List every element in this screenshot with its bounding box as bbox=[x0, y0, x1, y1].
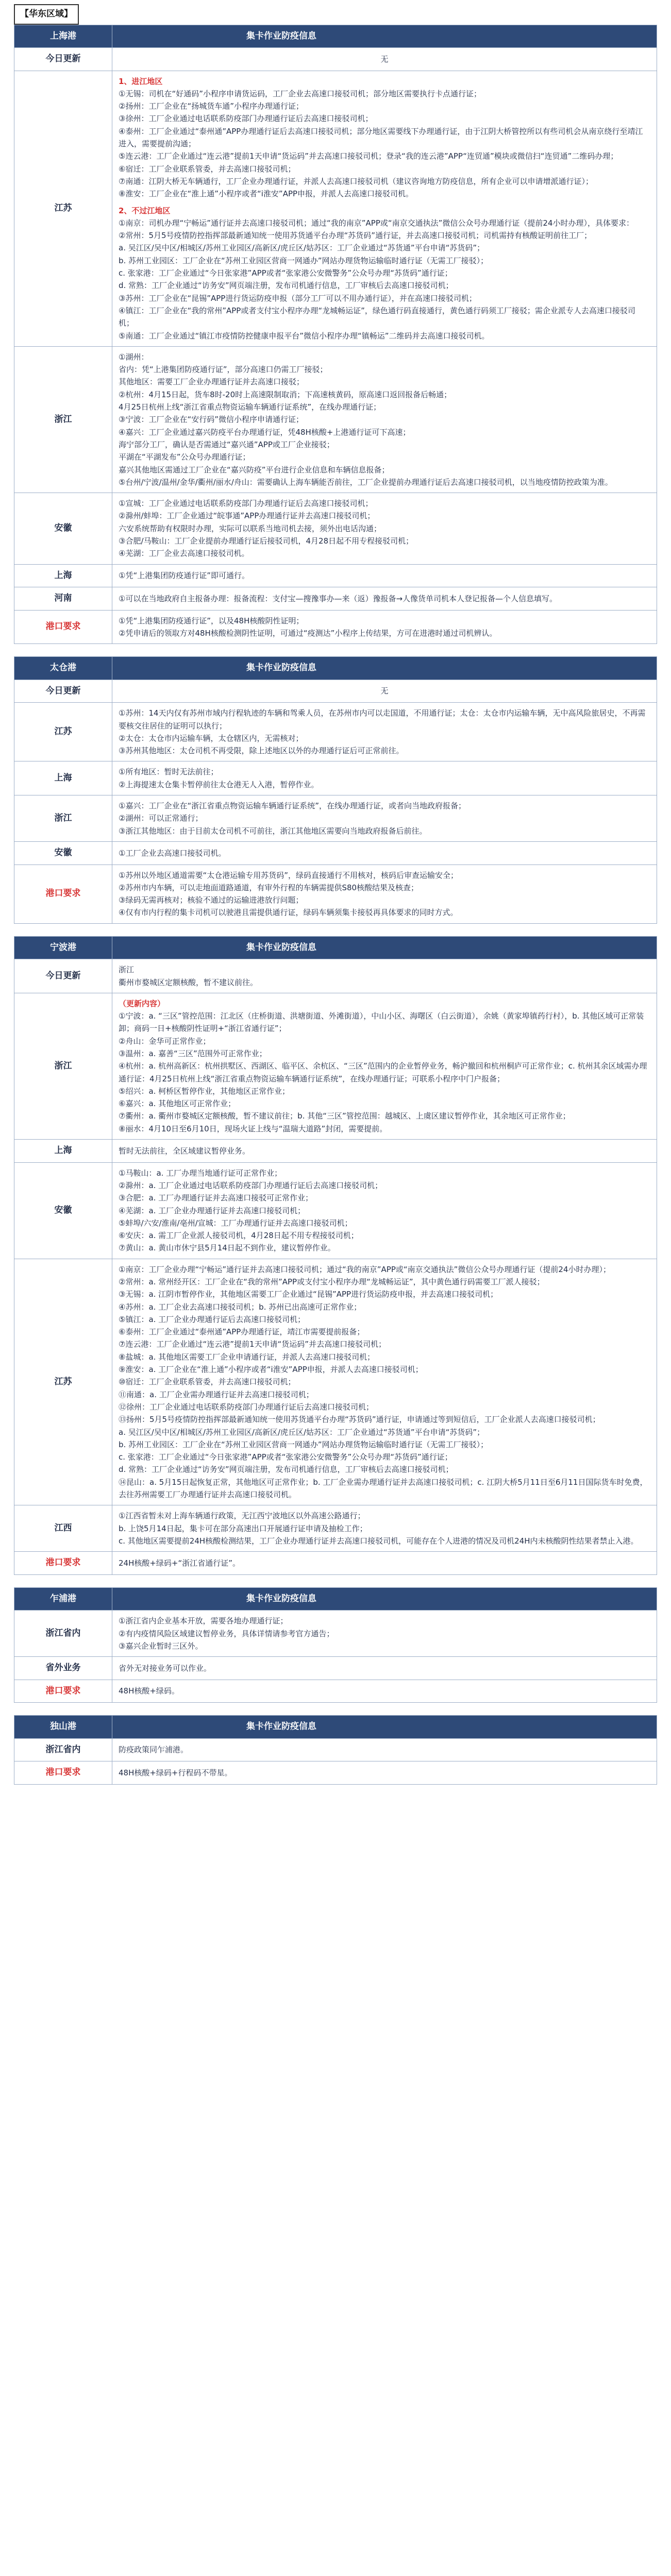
content-line: ①嘉兴：工厂企业在“浙江省重点物资运输车辆通行证系统”，在线办理通行证，或者向当地政府报备； bbox=[119, 801, 466, 811]
content-line: a. 吴江区/吴中区/相城区/苏州工业园区/高新区/虎丘区/姑苏区：工厂企业通过“苏货通”平台申请“苏货码”； bbox=[119, 243, 485, 253]
table-row bbox=[14, 1680, 657, 1703]
content-line: ③嘉兴企业暂时三区外。 bbox=[119, 1641, 203, 1651]
row-label: 浙江 bbox=[14, 993, 112, 1139]
content-line: ⑥宿迁：工厂企业联系管委，并去高速口接驳司机； bbox=[119, 164, 296, 174]
row-content bbox=[112, 680, 657, 703]
row-content bbox=[112, 841, 657, 865]
content-line: ②有内疫情风险区域建议暂停业务，具体详情请参考官方通告； bbox=[119, 1629, 334, 1638]
content-line: ②扬州：工厂企业在“扬城货车通”小程序办理通行证； bbox=[119, 101, 304, 111]
row-label: 安徽 bbox=[14, 841, 112, 865]
content-line: ⑤台州/宁波/温州/金华/衢州/丽水/舟山：需要确认上海车辆能否前往，工厂企业提前办理通行证后去高速口接驳司机，以当地疫情防控政策为准。 bbox=[119, 477, 613, 487]
content-line: ⑤绍兴：a. 柯桥区暂停作业，其他地区正常作业； bbox=[119, 1086, 290, 1096]
content-line: 48H核酸+绿码+行程码不带星。 bbox=[119, 1768, 232, 1777]
content-line: 防疫政策同乍浦港。 bbox=[119, 1745, 189, 1755]
content-line: ④芜湖：工厂企业去高速口接驳司机。 bbox=[119, 549, 249, 558]
row-label: 港口要求 bbox=[14, 1680, 112, 1703]
content-line: ①宁波：a. “三区”管控范围：江北区（庄桥街道、洪塘街道、外滩街道），中山小区、海曙区（白云街道），余姚（黄家埠镇药行村），b. 其他区域可正常装卸；商码一日+核酸阴性证明+“浙江省通行证”； bbox=[119, 1011, 644, 1033]
content-line: b. 苏州工业园区：工厂企业在“苏州工业园区营商一网通办”网站办理货物运输临时通行证（无需工厂接驳）； bbox=[119, 1439, 489, 1449]
header-column-title: 集卡作业防疫信息 bbox=[112, 657, 657, 680]
content-line: ⑤连云港：工厂企业通过“连云港”提前1天申请“货运码”并去高速口接驳司机；登录“我的连云港”APP“连贸通”模块或微信扫“连贸通”二维码办理； bbox=[119, 151, 618, 161]
row-content bbox=[112, 865, 657, 923]
content-line: ③无锡：a. 江阴市暂停作业，其他地区需要工厂企业通过“昆锡”APP进行货运防疫申报，并去高速口接驳司机； bbox=[119, 1290, 498, 1299]
row-content bbox=[112, 1680, 657, 1703]
content-line: ④苏州：a. 工厂企业去高速口接驳司机；b. 苏州已出高速可正常作业； bbox=[119, 1302, 362, 1312]
port-table-zhapu bbox=[14, 1587, 657, 1703]
content-line: ⑥泰州：工厂企业通过“泰州通”APP办理通行证，靖江市需要提前报备； bbox=[119, 1327, 365, 1337]
content-line: ④镇江：工厂企业在“我的常州”APP或者支付宝小程序办理“龙城畅运证”，绿色通行码直接通行，黄色通行码须工厂接驳；需企业派专人去高速口接驳司机； bbox=[119, 306, 635, 328]
table-row bbox=[14, 1657, 657, 1680]
row-content bbox=[112, 71, 657, 346]
content-line: d. 常熟：工厂企业通过“访务安”网页端注册，发布司机通行信息，工厂审核后去高速口接驳司机； bbox=[119, 281, 454, 291]
content-line bbox=[119, 200, 650, 205]
content-line: ⑧淮安：工厂企业在“淮上通”小程序或者“i淮安”APP申报，并派人去高速口接驳司机。 bbox=[119, 189, 414, 199]
table-row bbox=[14, 680, 657, 703]
content-line: ⑥嘉兴：a. 其他地区可正常作业； bbox=[119, 1099, 236, 1109]
page bbox=[14, 0, 657, 1785]
content-line: ②湖州：可以正常通行； bbox=[119, 814, 203, 823]
row-content bbox=[112, 493, 657, 564]
content-line: ⑦衢州：a. 衢州市婺城区定额核酸，暂不建议前往；b. 其他“三区”管控范围：越城区、上虞区建议暂停作业，其余地区可正常作业； bbox=[119, 1111, 571, 1121]
port-table-dushan bbox=[14, 1715, 657, 1785]
row-label: 浙江 bbox=[14, 346, 112, 493]
row-label: 浙江省内 bbox=[14, 1611, 112, 1657]
content-line: ①南京：司机办理“宁畅运”通行证并去高速口接驳司机；通过“我的南京”APP或“南京交通执法”微信公众号办理通行证（提前24小时办理），具体要求： bbox=[119, 218, 634, 228]
content-line: ④芜湖：a. 工厂企业办理通行证并去高速口接驳司机； bbox=[119, 1206, 306, 1215]
content-line: ⑥安庆：a. 需工厂企业派人接驳司机，4月28日起不用专程接驳司机； bbox=[119, 1231, 359, 1241]
content-line: ⑭昆山：a. 5月15日起恢复正常，其他地区可正常作业；b. 工厂企业需办理通行证并去高速口接驳司机；c. 江阴大桥5月11日至6月11日国际货车时免费，去往苏州需要工厂办理通行证并去高速口接驳司机。 bbox=[119, 1477, 648, 1500]
content-line: ③温州：a. 嘉善“三区”范围外可正常作业； bbox=[119, 1049, 267, 1058]
row-content bbox=[112, 795, 657, 842]
row-content bbox=[112, 1552, 657, 1575]
content-line: ②凭申请后的领取方对48H核酸检测阴性证明，可通过“疫测达”小程序上传结果，方可在进港时通过司机辨认。 bbox=[119, 628, 497, 638]
row-content bbox=[112, 761, 657, 795]
row-label: 港口要求 bbox=[14, 1552, 112, 1575]
port-table-ningbo bbox=[14, 936, 657, 1575]
content-line: ②常州：5月5号疫情防控指挥部最新通知统一使用苏货通平台办理“苏货码”通行证，并去高速口接驳司机；司机需持有核酸证明前往工厂； bbox=[119, 231, 592, 241]
content-line: ⑧丽水：4月10日至6月10日，现场火证上线与“温瑞大道路”封闭，需要提前。 bbox=[119, 1124, 388, 1133]
row-content bbox=[112, 564, 657, 587]
content-line: ③苏州：工厂企业在“昆锡”APP进行货运防疫申报（部分工厂可以不用办通行证），并在高速口接驳司机； bbox=[119, 293, 477, 303]
content-line: ①江西省暂未对上海车辆通行政策，无江西宁波地区以外高速公路通行； bbox=[119, 1511, 365, 1521]
row-label: 港口要求 bbox=[14, 865, 112, 923]
content-line: ①宣城：工厂企业通过电话联系防疫部门办理通行证后去高速口接驳司机； bbox=[119, 499, 373, 509]
content-line: 1、进江地区 bbox=[119, 76, 163, 86]
content-line: ①马鞍山：a. 工厂办理当地通行证可正常作业； bbox=[119, 1168, 282, 1178]
row-content bbox=[112, 1162, 657, 1259]
content-line: ②上海提速太仓集卡暂停前往太仓港无人入港，暂停作业。 bbox=[119, 779, 319, 789]
content-line: ⑤镇江：a. 工厂企业办理通行证后去高速口接驳司机； bbox=[119, 1314, 306, 1324]
row-label: 河南 bbox=[14, 587, 112, 611]
content-line: 海宁部分工厂，确认是否需通过“嘉兴通”APP或工厂企业接驳； bbox=[119, 439, 334, 449]
port-table-shanghai bbox=[14, 25, 657, 645]
content-line: （更新内容） bbox=[119, 998, 165, 1008]
content-line: ③苏州其他地区：太仓司机不再受限，除上述地区以外的办理通行证后可正常前往。 bbox=[119, 746, 404, 756]
row-label: 上海 bbox=[14, 761, 112, 795]
row-label: 江苏 bbox=[14, 703, 112, 761]
content-line: ⑫徐州：工厂企业通过电话联系防疫部门办理通行证后去高速口接驳司机； bbox=[119, 1402, 374, 1412]
content-line: ①南京：工厂企业办理“宁畅运”通行证并去高速口接驳司机；通过“我的南京”APP或“南京交通执法”微信公众号办理通行证（提前24小时办理）； bbox=[119, 1264, 611, 1274]
content-line: 其他地区：需要工厂企业办理通行证并去高速口接驳； bbox=[119, 377, 305, 387]
content-line: ③绿码无需再核对；核验不通过的运输进港放行问题； bbox=[119, 895, 304, 905]
content-line: 2、不过江地区 bbox=[119, 206, 171, 215]
row-label: 港口要求 bbox=[14, 610, 112, 644]
content-line: 平湖在“平湖发布”公众号办理通行证； bbox=[119, 452, 250, 462]
content-line: ③徐州：工厂企业通过电话联系防疫部门办理通行证后去高速口接驳司机； bbox=[119, 114, 373, 124]
row-label: 上海 bbox=[14, 564, 112, 587]
content-line: ⑪南通：a. 工厂企业需办理通行证并去高速口接驳司机； bbox=[119, 1389, 314, 1399]
row-label: 今日更新 bbox=[14, 680, 112, 703]
row-label: 江苏 bbox=[14, 1259, 112, 1505]
content-line: ②滁州：a. 工厂企业通过电话联系防疫部门办理通行证后去高速口接驳司机； bbox=[119, 1180, 383, 1190]
content-line: ②常州：a. 常州经开区：工厂企业在“我的常州”APP或支付宝小程序办理“龙城畅运证”，其中黄色通行码需要工厂派人接驳； bbox=[119, 1277, 545, 1286]
content-line: c. 张家港：工厂企业通过“今日张家港”APP或者“张家港公安微警务”公众号办理“苏货码”通行证； bbox=[119, 1452, 452, 1462]
row-content bbox=[112, 1259, 657, 1505]
row-content bbox=[112, 587, 657, 611]
row-content bbox=[112, 1505, 657, 1552]
content-line: 省外无对接业务可以作业。 bbox=[119, 1663, 212, 1673]
content-line: 无 bbox=[380, 686, 389, 696]
port-name: 乍浦港 bbox=[14, 1587, 112, 1611]
content-line: ③浙江其他地区：由于目前太仓司机不可前往，浙江其他地区需要向当地政府报备后前往。 bbox=[119, 826, 427, 836]
row-content bbox=[112, 959, 657, 993]
content-line: ③合肥：a. 工厂办理通行证并去高速口接驳可正常作业； bbox=[119, 1193, 313, 1203]
row-content bbox=[112, 1657, 657, 1680]
content-line: ①无锡：司机在“好通码”小程序申请货运码，工厂企业去高速口接驳司机；部分地区需要执行卡点通行证； bbox=[119, 89, 481, 98]
content-line: ①湖州： bbox=[119, 352, 149, 362]
content-line: ④仅有市内行程的集卡司机可以驶港且需提供通行证，绿码车辆须集卡接驳再具体要求的同时方式。 bbox=[119, 908, 458, 918]
table-row bbox=[14, 493, 657, 564]
table-row bbox=[14, 1738, 657, 1761]
content-line: ②杭州：4月15日起，货车8时-20时上高速限制取消；下高速核黄码，原高速口返回报备后畅通； bbox=[119, 389, 452, 399]
row-label: 今日更新 bbox=[14, 959, 112, 993]
row-label: 浙江 bbox=[14, 795, 112, 842]
content-line: ②苏州市内车辆，可以走地面道路通道，有审外行程的车辆需提供S80核酸结果及核查； bbox=[119, 883, 419, 892]
row-content bbox=[112, 993, 657, 1139]
content-line: ⑨淮安：a. 工厂企业在“淮上通”小程序或者“i淮安”APP申报，并派人去高速口接驳司机； bbox=[119, 1365, 423, 1375]
content-line: ⑤南通：工厂企业通过“镇江市疫情防控健康申报平台”微信小程序办理“镇畅运”二维码并去高速口接驳司机。 bbox=[119, 331, 490, 341]
row-content bbox=[112, 1738, 657, 1761]
table-row bbox=[14, 1552, 657, 1575]
header-column-title: 集卡作业防疫信息 bbox=[112, 1716, 657, 1739]
row-label: 港口要求 bbox=[14, 1761, 112, 1785]
content-line: ⑧盐城：a. 其他地区需要工厂企业申请通行证，并派人去高速口接驳司机； bbox=[119, 1352, 375, 1362]
content-line: c. 张家港：工厂企业通过“今日张家港”APP或者“张家港公安微警务”公众号办理“苏货码”通行证； bbox=[119, 268, 452, 278]
row-content bbox=[112, 610, 657, 644]
row-content bbox=[112, 1761, 657, 1785]
port-name: 上海港 bbox=[14, 25, 112, 48]
table-row bbox=[14, 959, 657, 993]
row-label: 江西 bbox=[14, 1505, 112, 1552]
content-line: ①苏州以外地区通道需要“太仓港运输专用苏货码”，绿码直接通行不用核对，核码后审查运输安全； bbox=[119, 870, 458, 880]
row-label: 今日更新 bbox=[14, 48, 112, 71]
table-row bbox=[14, 1259, 657, 1505]
content-line: b. 上饶5月14日起，集卡可在部分高速出口开展通行证申请及抽检工作； bbox=[119, 1523, 367, 1533]
table-row bbox=[14, 1162, 657, 1259]
table-row bbox=[14, 703, 657, 761]
row-content bbox=[112, 1611, 657, 1657]
table-row bbox=[14, 1505, 657, 1552]
table-row bbox=[14, 1761, 657, 1785]
row-label: 省外业务 bbox=[14, 1657, 112, 1680]
content-line: ④嘉兴：工厂企业通过嘉兴防疫平台办理通行证，凭48H核酸+上港通行证可下高速； bbox=[119, 427, 411, 437]
content-line: ⑦黄山：a. 黄山市休宁县5月14日起不到作业，建议暂停作业。 bbox=[119, 1243, 336, 1253]
content-line: 4月25日杭州上线“浙江省重点物资运输车辆通行证系统”，在线办理通行证； bbox=[119, 402, 381, 412]
table-row bbox=[14, 48, 657, 71]
content-line: ⑦南通：江阴大桥无车辆通行，工厂企业办理通行证，并派人去高速口接驳司机（建议咨询地方防疫信息，所有企业可以申请增派通行证）； bbox=[119, 176, 593, 186]
content-line: 六安系统帮助有权限时办理，实际可以联系当地司机去接，须外出电话沟通； bbox=[119, 523, 382, 533]
row-label: 江苏 bbox=[14, 71, 112, 346]
table-row bbox=[14, 610, 657, 644]
content-line: ⑦连云港：工厂企业通过“连云港”提前1天申请“货运码”并去高速口接驳司机； bbox=[119, 1340, 387, 1349]
row-content bbox=[112, 48, 657, 71]
content-line: ①可以在当地政府自主报备办理：报备流程：支付宝—搜豫事办—来（返）豫报备→人像货单司机本人登记报备—个人信息填写。 bbox=[119, 594, 558, 603]
content-line: ①苏州：14天内仅有苏州市域内行程轨迹的车辆和驾乘人员，在苏州市内可以走国道，不用通行证；太仓：太仓市内运输车辆，无中高风险旅居史，不再需要核交往居住的证明可以执行； bbox=[119, 708, 646, 731]
port-name: 宁波港 bbox=[14, 936, 112, 959]
header-column-title: 集卡作业防疫信息 bbox=[112, 936, 657, 959]
row-label: 安徽 bbox=[14, 493, 112, 564]
content-line: 48H核酸+绿码。 bbox=[119, 1686, 179, 1696]
table-row bbox=[14, 761, 657, 795]
port-name: 独山港 bbox=[14, 1716, 112, 1739]
table-row bbox=[14, 1611, 657, 1657]
content-line: ①所有地区：暂时无法前往； bbox=[119, 767, 219, 777]
header-column-title: 集卡作业防疫信息 bbox=[112, 25, 657, 48]
content-line: c. 其他地区需要提前24H核酸检测结果，工厂企业办理通行证并去高速口接驳司机，可能存在个人进港的情况及司机24H内未核酸阴性结果者禁止入港。 bbox=[119, 1536, 639, 1546]
row-content bbox=[112, 1140, 657, 1163]
table-row bbox=[14, 841, 657, 865]
port-table-taicang bbox=[14, 656, 657, 923]
header-column-title: 集卡作业防疫信息 bbox=[112, 1587, 657, 1611]
content-line: 暂时无法前往，全区域建议暂停业务。 bbox=[119, 1146, 250, 1156]
content-line: 嘉兴其他地区需通过工厂企业在“嘉兴防疫”平台进行企业信息和车辆信息报备； bbox=[119, 465, 390, 474]
row-label: 浙江省内 bbox=[14, 1738, 112, 1761]
region-title: 【华东区域】 bbox=[14, 4, 79, 25]
content-line: ⑬扬州：5月5号疫情防控指挥部最新通知统一使用苏货通平台办理“苏货码”通行证，申请通过等到短信后，工厂企业派人去高速口接驳司机； bbox=[119, 1415, 600, 1425]
content-line: ①凭“上港集团防疫通行证”，以及48H核酸阴性证明； bbox=[119, 616, 304, 625]
content-line: ①工厂企业去高速口接驳司机。 bbox=[119, 848, 226, 858]
row-content bbox=[112, 703, 657, 761]
row-label: 安徽 bbox=[14, 1162, 112, 1259]
table-row bbox=[14, 564, 657, 587]
content-line: d. 常熟：工厂企业通过“访务安”网页端注册，发布司机通行信息，工厂审核后去高速口接驳司机； bbox=[119, 1465, 454, 1475]
content-line: ①浙江省内企业基本开放，需要各地办理通行证； bbox=[119, 1616, 288, 1626]
content-line: ⑤蚌埠/六安/淮南/亳州/宣城：工厂办理通行证并去高速口接驳司机； bbox=[119, 1218, 353, 1228]
content-line: ①凭“上港集团防疫通行证”即可通行。 bbox=[119, 571, 249, 581]
content-line: 24H核酸+绿码+“浙江省通行证”。 bbox=[119, 1558, 241, 1568]
content-line: ④杭州：a. 杭州高新区：杭州拱墅区、西湖区、临平区、余杭区、“三区”范围内的企业暂停业务，畅沪撤回和杭州桐庐可正常作业；c. 杭州其余区域需办理通行证：4月25日杭州上线“浙江省重点物资运输车辆通行证系统”，在线办理通行证；可联系小程序中门户报备； bbox=[119, 1061, 647, 1083]
content-line: ③宁波：工厂企业在“安行码”微信小程序申请通行证； bbox=[119, 415, 304, 425]
content-line: 衢州市婺城区定额核酸，暂不建议前往。 bbox=[119, 977, 258, 987]
content-line: ②舟山：金华可正常作业； bbox=[119, 1036, 211, 1046]
table-row bbox=[14, 795, 657, 842]
port-name: 太仓港 bbox=[14, 657, 112, 680]
content-line: ④泰州：工厂企业通过“泰州通”APP办理通行证后去高速口接驳司机；部分地区需要线下办理通行证，由于江阴大桥管控所以有些司机会从南京绕行至靖江进入，需要提前沟通； bbox=[119, 126, 643, 149]
ports-container bbox=[14, 25, 657, 1785]
table-row bbox=[14, 993, 657, 1139]
table-row bbox=[14, 1140, 657, 1163]
row-content bbox=[112, 346, 657, 493]
content-line: ②太仓：太仓市内运输车辆，太仓辖区内，无需核对； bbox=[119, 733, 304, 743]
content-line: 无 bbox=[380, 54, 389, 64]
content-line: ⑩宿迁：工厂企业联系管委，并去高速口接驳司机； bbox=[119, 1377, 296, 1387]
content-line: 浙江 bbox=[119, 965, 135, 975]
content-line: a. 吴江区/吴中区/相城区/苏州工业园区/高新区/虎丘区/姑苏区：工厂企业通过“苏货通”平台申请“苏货码”； bbox=[119, 1427, 485, 1437]
table-row bbox=[14, 71, 657, 346]
content-line: ③合肥/马鞍山：工厂企业提前办理通行证后接驳司机，4月28日起不用专程接驳司机； bbox=[119, 536, 414, 546]
table-row bbox=[14, 865, 657, 923]
table-row bbox=[14, 346, 657, 493]
content-line: 省内：凭“上港集团防疫通行证”，部分高速口仍需工厂接驳； bbox=[119, 365, 328, 375]
row-label: 上海 bbox=[14, 1140, 112, 1163]
table-row bbox=[14, 587, 657, 611]
content-line: b. 苏州工业园区：工厂企业在“苏州工业园区营商一网通办”网站办理货物运输临时通行证（无需工厂接驳）； bbox=[119, 256, 489, 265]
content-line: ②滁州/蚌埠：工厂企业通过“皖事通”APP办理通行证并去高速口接驳司机； bbox=[119, 511, 375, 521]
